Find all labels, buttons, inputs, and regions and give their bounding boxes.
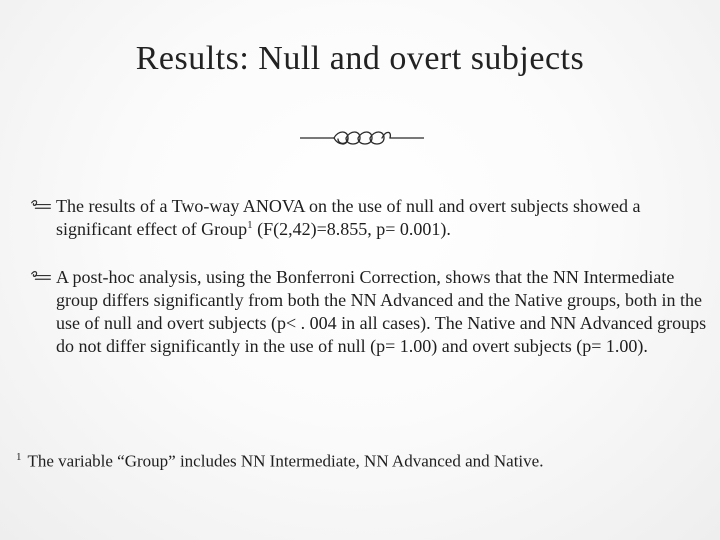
- scroll-flourish-icon: [300, 124, 424, 152]
- bullet-text: The results of a Two-way ANOVA on the use of null and overt subjects showed a significant effect of Group$^1$ (F(2,42)=8.855, p= 0.001).: [56, 196, 641, 239]
- bullet-text: A post-hoc analysis, using the Bonferroni Correction, shows that the NN Intermediate group differs significantly from both the NN Advanced and the Native groups, both in the use of null and overt subjects (p< . 004 in all cases). The Native and NN Advanced groups do not differ significantly in the use of null (p= 1.00) and overt subjects (p= 1.00).: [56, 267, 707, 356]
- slide-title: Results: Null and overt subjects: [135, 40, 585, 77]
- bullet-item: [26, 266, 716, 358]
- curly-bullet-icon: [26, 270, 56, 283]
- curly-bullet-icon: [26, 199, 56, 212]
- footnote-reference: 1: [247, 219, 253, 231]
- footnote: [16, 446, 706, 473]
- footnote-mark: 1: [16, 451, 22, 463]
- bullet-item: [26, 195, 716, 241]
- footnote-text: The variable “Group” includes NN Intermediate, NN Advanced and Native.: [27, 451, 544, 471]
